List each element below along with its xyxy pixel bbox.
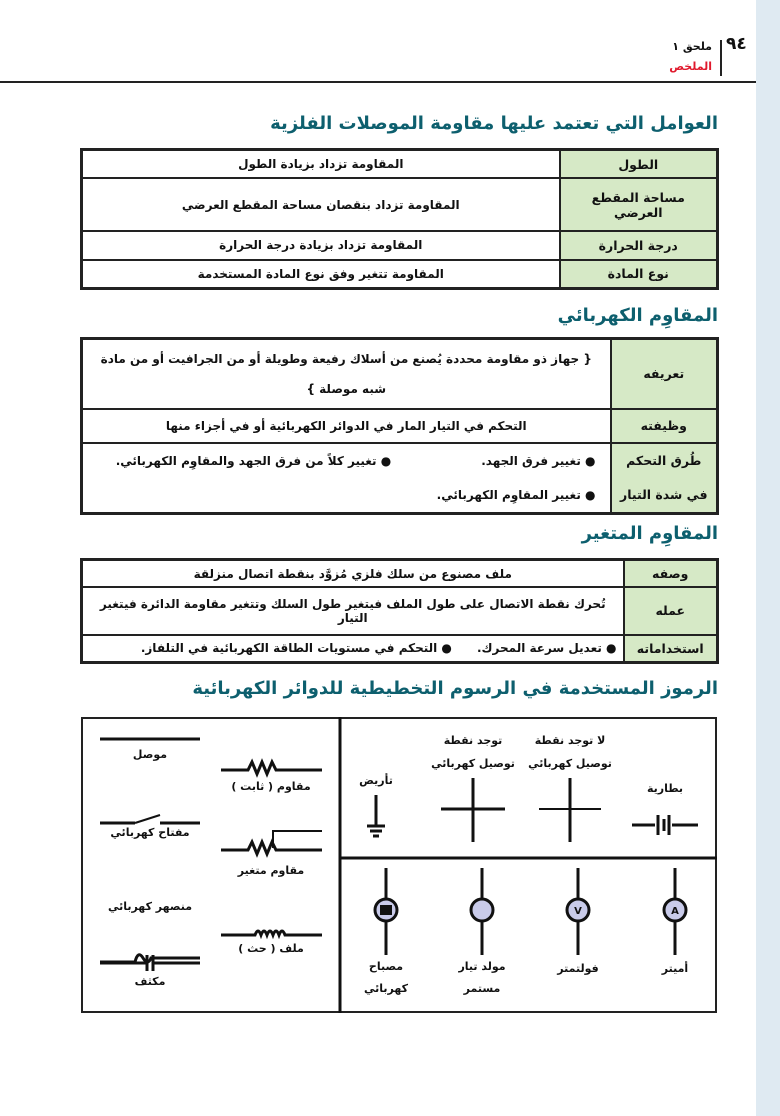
- ammeter-label: أميتر: [661, 962, 689, 975]
- voltmeter-letter: V: [574, 906, 582, 917]
- row-value: المقاومة تتغير وفق نوع المادة المستخدمة: [82, 260, 560, 289]
- generator-label-2: مستمر: [463, 982, 501, 995]
- symbols-title: الرموز المستخدمة في الرسوم التخطيطية للدوائر الكهربائية: [192, 678, 718, 699]
- ground-symbol: [367, 795, 385, 836]
- row-value: المقاومة تزداد بزيادة درجة الحرارة: [82, 231, 560, 259]
- row-label: وظيفته: [611, 409, 718, 443]
- fixed-resistor-label: مقاوم ( ثابت ): [231, 780, 311, 793]
- inductor-symbol: [221, 931, 322, 935]
- junction-label-1: توجد نقطة: [443, 734, 503, 747]
- variable-resistor-symbol: [221, 831, 322, 854]
- list-item: ● تغيير فرق الجهد.: [481, 453, 596, 468]
- voltmeter-label: فولتمتر: [557, 962, 599, 975]
- control-label-line1: طُرق التحكم: [626, 452, 702, 468]
- row-label: نوع المادة: [560, 260, 718, 289]
- battery-label: بطارية: [646, 782, 684, 795]
- fixed-resistor-symbol: [221, 762, 322, 774]
- fuse-symbol: [100, 955, 200, 962]
- junction-symbol: [441, 778, 505, 842]
- no-junction-label-2: توصيل كهربائي: [528, 757, 612, 770]
- row-label: درجة الحرارة: [560, 231, 718, 259]
- variable-resistor-label: مقاوم متغير: [237, 864, 305, 877]
- list-item: ● تعديل سرعة المحرك.: [476, 641, 617, 656]
- no-junction-symbol: [539, 778, 601, 842]
- capacitor-label: مكثف: [134, 975, 166, 988]
- generator-label-1: مولد تيار: [458, 960, 506, 973]
- row-label: استخداماته: [624, 635, 718, 663]
- conductor-label: موصل: [132, 748, 168, 761]
- control-label-line2: في شدة التيار: [620, 486, 708, 502]
- page-number: ٩٤: [726, 34, 747, 54]
- row-label: وصفه: [624, 560, 718, 588]
- ammeter-letter: A: [671, 906, 679, 917]
- fuse-label: منصهر كهربائي: [107, 900, 193, 913]
- list-item: ● التحكم في مستويات الطاقة الكهربائية في التلفاز.: [140, 641, 452, 656]
- variable-resistor-title: المقاوِم المتغير: [581, 523, 718, 544]
- row-label: مساحة المقطع العرضي: [560, 178, 718, 231]
- row-value: المقاومة تزداد بنقصان مساحة المقطع العرضي: [82, 178, 560, 231]
- row-value: المقاومة تزداد بزيادة الطول: [82, 150, 560, 179]
- row-label: تعريفه: [611, 339, 718, 409]
- lamp-symbol: [375, 868, 397, 955]
- row-value: التحكم في التيار المار في الدوائر الكهربائية أو في أجزاء منها: [82, 409, 611, 443]
- list-item: ● تغيير المقاوِم الكهربائي.: [436, 487, 596, 502]
- lamp-label-2: كهربائي: [363, 982, 409, 995]
- row-value: { جهاز ذو مقاومة محددة يُصنع من أسلاك رفيعة وطويلة أو من الجرافيت أو من مادة شبه موصلة }: [82, 339, 611, 409]
- row-label: عمله: [624, 587, 718, 635]
- factors-title: العوامل التي تعتمد عليها مقاومة الموصلات الفلزية: [270, 113, 718, 134]
- switch-label: مفتاح كهربائي: [110, 826, 190, 839]
- lamp-label-1: مصباح: [368, 960, 404, 973]
- list-item: ● تغيير كلاً من فرق الجهد والمقاوِم الكهربائي.: [115, 453, 392, 468]
- row-label: الطول: [560, 150, 718, 179]
- no-junction-label-1: لا توجد نقطة: [534, 734, 606, 747]
- row-value: ملف مصنوع من سلك فلزي مُزوَّد بنقطة اتصال منزلقة: [82, 560, 624, 588]
- junction-label-2: توصيل كهربائي: [431, 757, 515, 770]
- appendix-label: ملحق ١: [672, 40, 712, 53]
- switch-symbol: [100, 815, 200, 823]
- ground-label: تأريض: [359, 774, 393, 787]
- section-label: الملخص: [669, 60, 712, 73]
- dc-generator-symbol: [471, 868, 493, 955]
- battery-symbol: [632, 815, 698, 835]
- resistor-title: المقاوِم الكهربائي: [557, 305, 718, 326]
- row-value: تُحرك نقطة الاتصال على طول الملف فيتغير طول السلك وتتغير مقاومة الدائرة فيتغير التيار: [82, 587, 624, 635]
- inductor-label: ملف ( حث ): [238, 942, 304, 955]
